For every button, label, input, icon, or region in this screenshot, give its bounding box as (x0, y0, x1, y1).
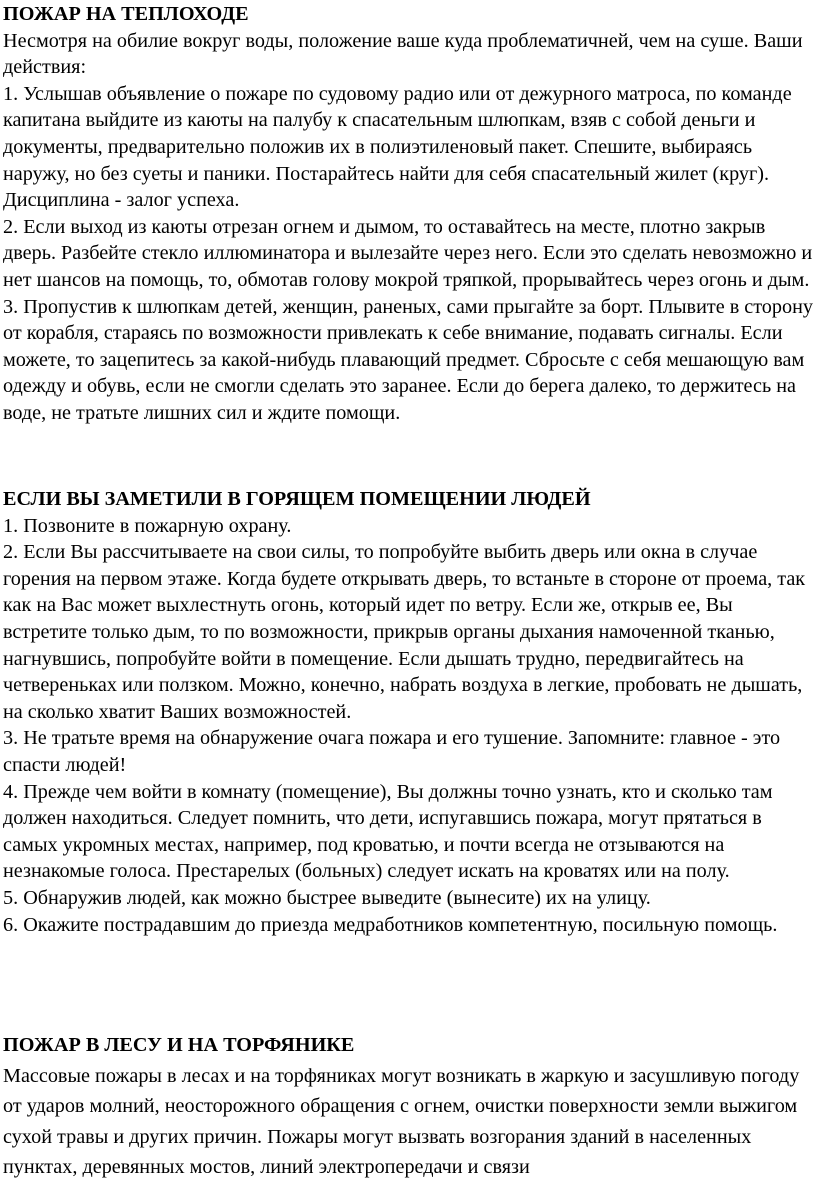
paragraph: 6. Окажите пострадавшим до приезда медработников компетентную, посильную помощь. (3, 913, 778, 936)
paragraph: 4. Прежде чем войти в комнату (помещение), Вы должны точно узнать, кто и сколько там должен находиться. Следует помнить, что дети, испугавшись пожара, могут прятаться в самых укромных местах, например, под кроватью, и почти всегда не отзываются на незнакомые голоса. Престарелых (больных) следует искать на кроватях или на полу. (3, 780, 773, 883)
section-forest-fire (3, 1030, 815, 1180)
paragraph: 3. Не тратьте время на обнаружение очага пожара и его тушение. Запомните: главное - это спасти людей! (3, 727, 781, 776)
paragraph: 5. Обнаружив людей, как можно быстрее выведите (вынесите) их на улицу. (3, 886, 651, 909)
section-ship-fire (3, 1, 815, 427)
section-heading: ЕСЛИ ВЫ ЗАМЕТИЛИ В ГОРЯЩЕМ ПОМЕЩЕНИИ ЛЮДЕЙ (3, 488, 591, 510)
section-heading: ПОЖАР НА ТЕПЛОХОДЕ (3, 3, 249, 25)
paragraph: 2. Если выход из каюты отрезан огнем и дымом, то оставайтесь на месте, плотно закрыв дверь. Разбейте стекло иллюминатора и вылезайте через него. Если это сделать невозможно и нет шансов на помощь, то, обмотав голову мокрой тряпкой, прорывайтесь через огонь и дым. (3, 215, 813, 291)
paragraph: 3. Пропустив к шлюпкам детей, женщин, раненых, сами прыгайте за борт. Плывите в сторону от корабля, стараясь по возможности привлекать к себе внимание, подавать сигналы. Если можете, то зацепитесь за какой-нибудь плавающий предмет. Сбросьте с себя мешающую вам одежду и обувь, если не смогли сделать это заранее. Если до берега далеко, то держитесь на воде, не тратьте лишних сил и ждите помощи. (3, 295, 813, 424)
section-people-in-fire (3, 486, 815, 938)
paragraph: 1. Услышав объявление о пожаре по судовому радио или от дежурного матроса, по команде капитана выйдите из каюты на палубу к спасательным шлюпкам, взяв с собой деньги и документы, предварительно положив их в полиэтиленовый пакет. Спешите, выбираясь наружу, но без суеты и паники. Постарайтесь найти для себя спасательный жилет (круг). Дисциплина - залог успеха. (3, 82, 792, 212)
paragraph: 1. Позвоните в пожарную охрану. (3, 514, 292, 537)
section-heading: ПОЖАР В ЛЕСУ И НА ТОРФЯНИКЕ (3, 1034, 355, 1056)
paragraph: 2. Если Вы рассчитываете на свои силы, то попробуйте выбить дверь или окна в случае горения на первом этаже. Когда будете открывать дверь, то встаньте в стороне от проема, так как на Вас может выхлестнуть огонь, который идет по ветру. Если же, открыв ее, Вы встретите только дым, то по возможности, прикрыв органы дыхания намоченной тканью, нагнувшись, попробуйте войти в помещение. Если дышать трудно, передвигайтесь на четвереньках или ползком. Можно, конечно, набрать воздуха в легкие, пробовать не дышать, на сколько хватит Ваших возможностей. (3, 541, 806, 723)
paragraph: Несмотря на обилие вокруг воды, положение ваше куда проблематичней, чем на суше. Ваши действия: (3, 29, 803, 79)
paragraph: Массовые пожары в лесах и на торфяниках могут возникать в жаркую и засушливую погоду от ударов молний, неосторожного обращения с огнем, очистки поверхности земли выжигом сухой травы и других причин. Пожары могут вызвать возгорания зданий в населенных пунктах, деревянных мостов, линий электропередачи и связи (3, 1064, 800, 1178)
